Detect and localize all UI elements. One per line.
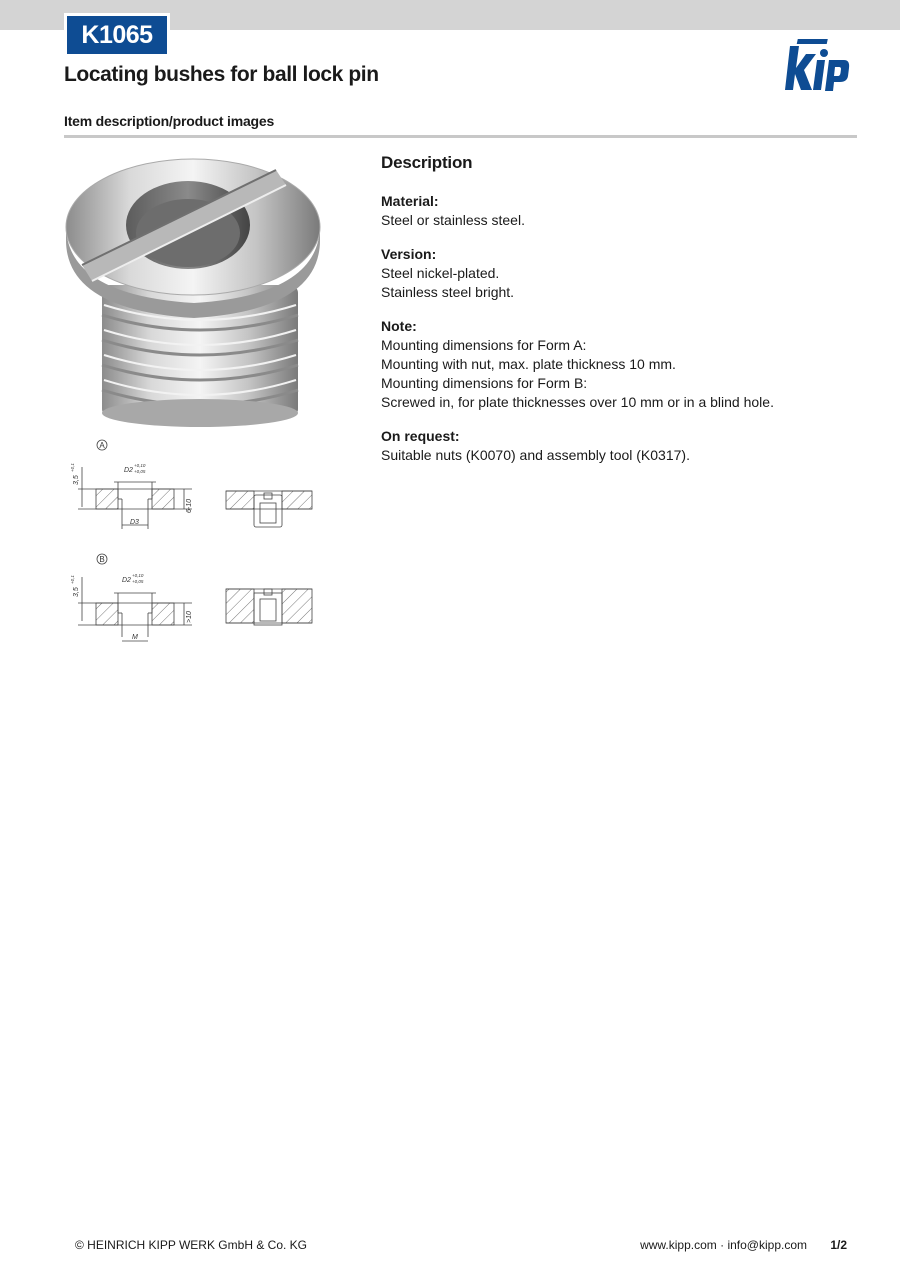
dim-plate-a: 6-10 [186,498,193,513]
version-label: Version: [381,246,437,262]
version-line: Steel nickel-plated. [381,265,500,281]
product-image [64,155,322,433]
dim-d2-tol-lower-b: +0,05 [132,579,144,584]
material-block [381,192,841,230]
note-line: Mounting with nut, max. plate thickness 10 mm. [381,356,676,372]
description-panel [381,153,841,480]
footer-contact[interactable]: www.kipp.com · info@kipp.com [640,1238,807,1252]
dim-height-tol-a: +0,1 [70,463,75,472]
product-code: K1065 [67,16,167,54]
note-line: Mounting dimensions for Form B: [381,375,588,391]
dim-d2-tol-lower-a: +0,05 [134,469,146,474]
note-line: Mounting dimensions for Form A: [381,337,587,353]
form-a-label: A [99,441,105,450]
section-heading: Item description/product images [64,113,275,129]
page-number: 1/2 [830,1238,847,1252]
footer-copyright: © HEINRICH KIPP WERK GmbH & Co. KG [75,1238,307,1252]
dim-height-b: 3,5 [73,587,80,597]
version-line: Stainless steel bright. [381,284,515,300]
material-line: Steel or stainless steel. [381,212,525,228]
note-block [381,317,841,412]
request-block [381,427,841,465]
dim-m: M [132,634,138,641]
dim-d2-tol-upper-a: +0,10 [134,463,146,468]
dim-d2-tol-upper-b: +0,10 [132,573,144,578]
section-divider [64,135,857,138]
material-label: Material: [381,193,439,209]
dim-height-tol-b: +0,1 [70,575,75,584]
request-line: Suitable nuts (K0070) and assembly tool (K0317). [381,447,690,463]
version-block [381,245,841,302]
dim-d3: D3 [130,519,139,526]
kipp-logo [784,38,860,92]
note-line: Screwed in, for plate thicknesses over 10 mm or in a blind hole. [381,394,774,410]
request-label: On request: [381,428,460,444]
dim-d2-b: D2 [122,577,131,584]
dim-height-a: 3,5 [73,475,80,485]
dim-plate-b: >10 [186,611,193,623]
form-b-label: B [99,555,105,564]
technical-drawing [64,437,322,649]
dim-d2-a: D2 [124,467,133,474]
description-title: Description [381,153,473,172]
page-title: Locating bushes for ball lock pin [64,63,379,86]
note-label: Note: [381,318,417,334]
product-code-badge [64,13,170,57]
